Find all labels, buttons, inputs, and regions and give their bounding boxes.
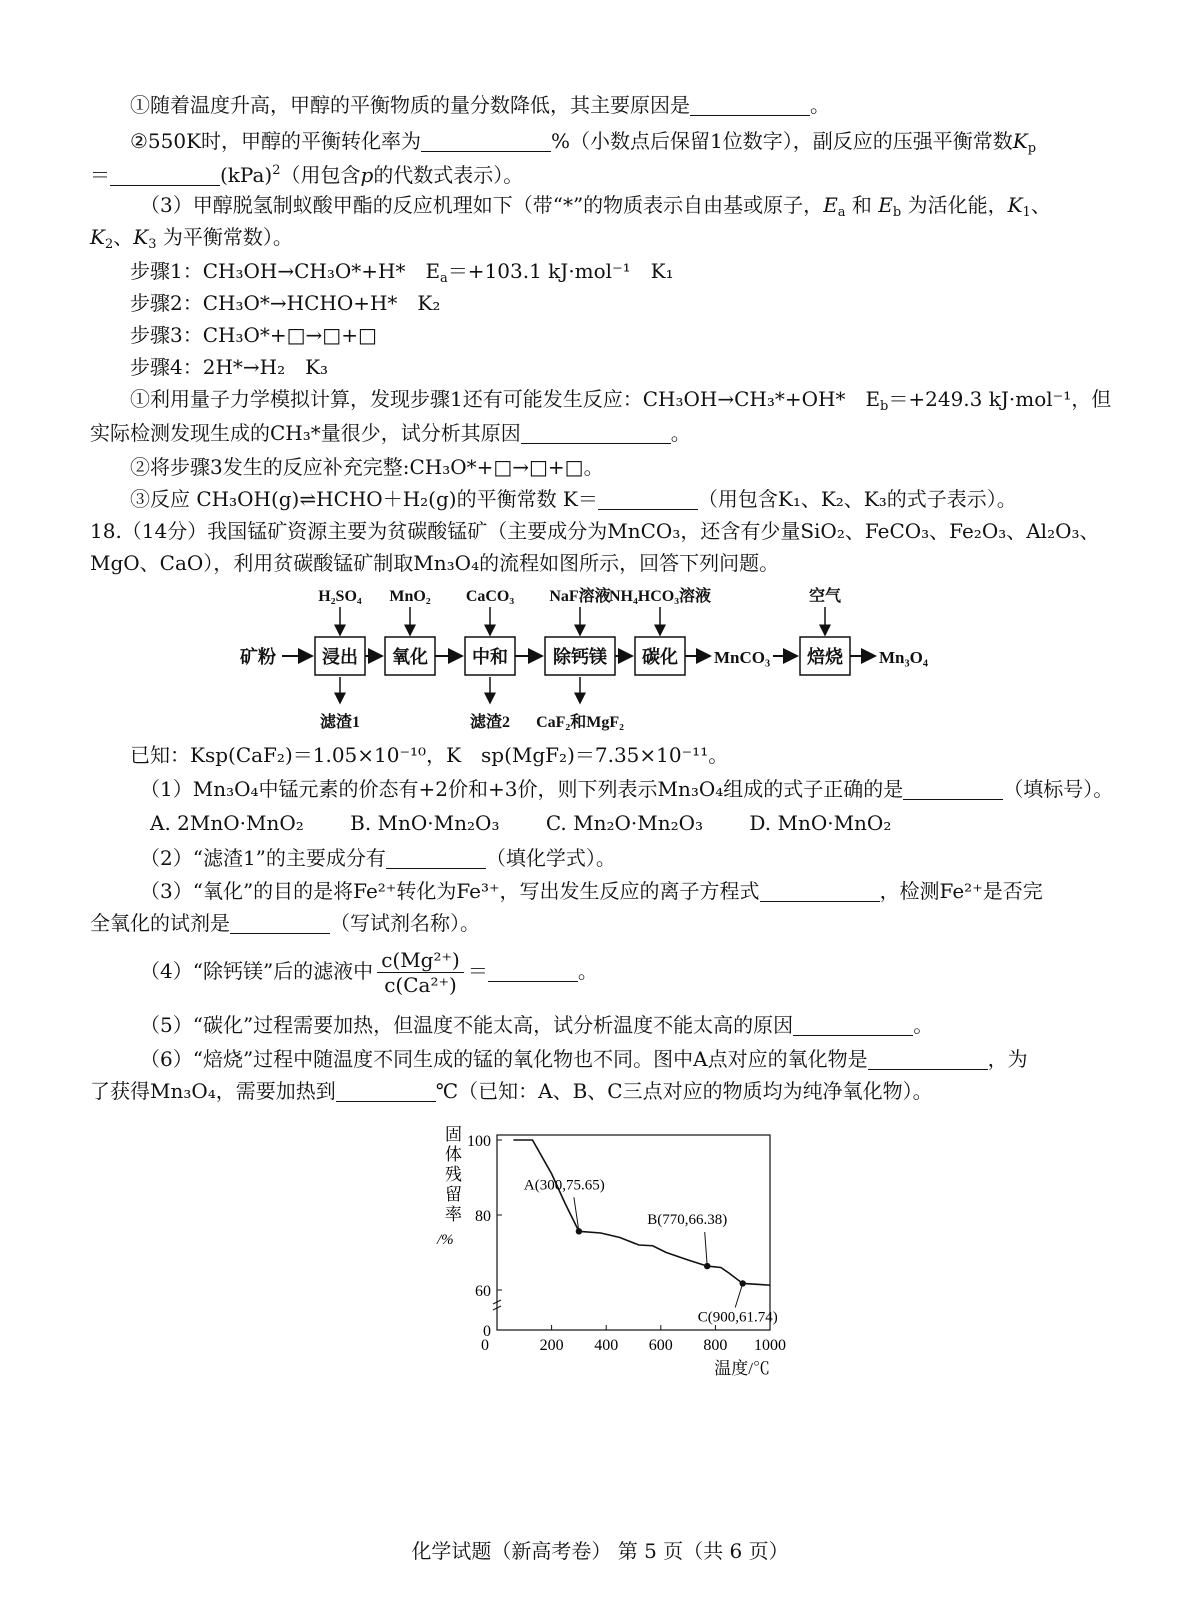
answer-blank[interactable]: [230, 913, 330, 934]
q18-6: （6）“焙烧”过程中随温度不同生成的锰的氧化物也不同。图中A点对应的氧化物是 ，为: [140, 1047, 1028, 1071]
answer-blank[interactable]: [793, 1015, 913, 1036]
q17-3-3: ③反应 CH₃OH(g)⇌HCHO＋H₂(g)的平衡常数 K＝ （用包含K₁、K₂、K₃的式子表示）。: [130, 487, 1017, 511]
residue-rate-chart: [425, 1120, 805, 1380]
flow-reagent: NH₄HCO₃溶液: [608, 588, 712, 605]
x-tick-label: 400: [594, 1337, 619, 1354]
flow-reagent: CaCO₃: [465, 588, 515, 605]
answer-blank[interactable]: [336, 1081, 436, 1102]
q17-3-1: ①利用量子力学模拟计算，发现步骤1还有可能发生反应：CH₃OH→CH₃*+OH* $E_b=+249.3$ kJ·mol⁻¹，但: [130, 387, 1112, 414]
flow-step-label: 除钙镁: [553, 647, 607, 667]
series-line: [513, 1140, 770, 1285]
flow-intermediate: MnCO₃: [714, 648, 771, 667]
q18-6-cont: 了获得Mn₃O₄，需要加热到 ℃（已知：A、B、C三点对应的物质均为纯净氧化物）。: [90, 1079, 933, 1103]
flow-step-label: 焙烧: [807, 647, 843, 667]
option-c[interactable]: C. Mn₂O·Mn₂O₃: [545, 811, 704, 835]
y-axis-label-char: 残: [445, 1165, 462, 1184]
x-tick-label: 800: [703, 1337, 728, 1354]
q17-sub2-cont: ＝ (kPa)$^2$（用包含p的代数式表示）。: [90, 163, 524, 187]
answer-blank[interactable]: [386, 848, 486, 869]
process-flowchart: [230, 585, 950, 735]
flow-step-label: 中和: [472, 647, 508, 667]
q17-3-1-cont: 实际检测发现生成的CH₃*量很少，试分析其原因 。: [90, 421, 691, 445]
q17-sub2: ②550K时，甲醇的平衡转化率为 %（小数点后保留1位数字），副反应的压强平衡常数$K_p$: [130, 129, 1037, 156]
y-axis-label-char: 留: [445, 1185, 462, 1204]
x-tick-label: 200: [539, 1337, 564, 1354]
y-axis-unit: /%: [437, 1232, 454, 1248]
q18-2: （2）“滤渣1”的主要成分有 （填化学式）。: [140, 846, 616, 870]
option-b[interactable]: B. MnO·Mn₂O₃: [350, 811, 500, 835]
answer-blank[interactable]: [690, 95, 810, 116]
q18-intro: 18.（14分）我国锰矿资源主要为贫碳酸锰矿（主要成分为MnCO₃，还含有少量SiO₂、FeCO₃、Fe₂O₃、Al₂O₃、: [90, 519, 1100, 543]
step-3: 步骤3：CH₃O*+□→□+□: [130, 323, 377, 347]
answer-blank[interactable]: [903, 779, 1003, 800]
annotation-leader: [705, 1232, 708, 1266]
flow-residue: 滤渣2: [469, 714, 511, 731]
ksp-known: 已知：Ksp(CaF₂)＝1.05×10⁻¹⁰，K sp(MgF₂)＝7.35×10⁻¹¹。: [130, 743, 729, 767]
annotation-label: B(770,66.38): [647, 1212, 728, 1229]
answer-blank[interactable]: [521, 423, 671, 444]
option-d[interactable]: D. MnO·MnO₂: [749, 811, 892, 835]
annotation-label: A(300,75.65): [523, 1177, 605, 1194]
flow-reagent: MnO₂: [389, 588, 431, 605]
y-tick-label: 60: [475, 1283, 491, 1300]
option-a[interactable]: A. 2MnO·MnO₂: [150, 811, 304, 835]
q17-part3-intro: （3）甲醇脱氢制蚁酸甲酯的反应机理如下（带“*”的物质表示自由基或原子，$E_a$ 和 $E_b$ 为活化能，$K_1$、: [140, 193, 1051, 220]
q18-1: （1）Mn₃O₄中锰元素的价态有+2价和+3价，则下列表示Mn₃O₄组成的式子正确的是 （填标号）。: [140, 777, 1114, 801]
step-4: 步骤4：2H*→H₂ K₃: [130, 355, 329, 379]
x-tick-label: 600: [648, 1337, 673, 1354]
q18-3-cont: 全氧化的试剂是 （写试剂名称）。: [90, 911, 480, 935]
q17-part3-intro-cont: $K_2$、$K_3$ 为平衡常数）。: [90, 225, 293, 252]
flow-step-label: 氧化: [392, 647, 428, 667]
flow-reagent: H₂SO₄: [318, 588, 362, 605]
q18-4: （4）“除钙镁”后的滤液中 $\frac{\text{c(Mg²⁺)}}{\text{c(Ca²⁺)}}$ ＝ 。: [140, 948, 598, 997]
q17-3-2: ②将步骤3发生的反应补充完整:CH₃O*+□→□+□。: [130, 455, 604, 479]
x-tick-label: 1000: [754, 1337, 786, 1354]
flow-step-label: 浸出: [322, 647, 358, 667]
q18-1-options: [150, 810, 891, 836]
y-axis-label-char: 率: [445, 1205, 462, 1224]
step-2: 步骤2：CH₃O*→HCHO+H* K₂: [130, 291, 441, 315]
y-tick-label: 100: [467, 1133, 491, 1150]
q18-5: （5）“碳化”过程需要加热，但温度不能太高，试分析温度不能太高的原因 。: [140, 1013, 934, 1037]
step-1: 步骤1：CH₃OH→CH₃O*+H* $E_a=+103.1$ kJ·mol⁻¹ K₁: [130, 259, 674, 286]
annotation-leader: [735, 1283, 743, 1307]
y-tick-label: 80: [475, 1208, 491, 1225]
annotation-label: C(900,61.74): [697, 1309, 778, 1326]
y-axis-label-char: 体: [445, 1145, 462, 1164]
x-tick-label: 0: [481, 1337, 489, 1354]
flow-reagent: NaF溶液: [549, 588, 611, 605]
x-axis-label: 温度/℃: [714, 1359, 770, 1378]
flow-residue: 滤渣1: [319, 714, 361, 731]
plot-frame: [497, 1135, 770, 1330]
answer-blank[interactable]: [868, 1049, 988, 1070]
page-footer: 化学试题（新高考卷） 第 5 页（共 6 页）: [411, 1539, 789, 1563]
y-axis-label-char: 固: [445, 1125, 462, 1144]
flow-residue: CaF₂和MgF₂: [536, 714, 624, 731]
y-tick-label: 0: [483, 1323, 491, 1340]
answer-blank[interactable]: [421, 131, 551, 152]
answer-blank[interactable]: [598, 489, 698, 510]
flow-input: 矿粉: [240, 647, 276, 667]
answer-blank[interactable]: [488, 961, 578, 982]
answer-blank[interactable]: [760, 881, 880, 902]
flow-step-label: 碳化: [642, 647, 678, 667]
q17-sub1: ①随着温度升高，甲醇的平衡物质的量分数降低，其主要原因是 。: [130, 93, 830, 117]
q18-3: （3）“氧化”的目的是将Fe²⁺转化为Fe³⁺，写出发生反应的离子方程式 ，检测Fe²⁺是否完: [140, 879, 1043, 903]
flow-reagent: 空气: [808, 588, 842, 605]
answer-blank[interactable]: [110, 165, 220, 186]
flow-product: Mn₃O₄: [879, 648, 928, 667]
q18-intro-cont: MgO、CaO），利用贫碳酸锰矿制取Mn₃O₄的流程如图所示，回答下列问题。: [90, 551, 780, 575]
concentration-ratio: $\frac{\text{c(Mg²⁺)}}{\text{c(Ca²⁺)}}$: [377, 948, 464, 997]
